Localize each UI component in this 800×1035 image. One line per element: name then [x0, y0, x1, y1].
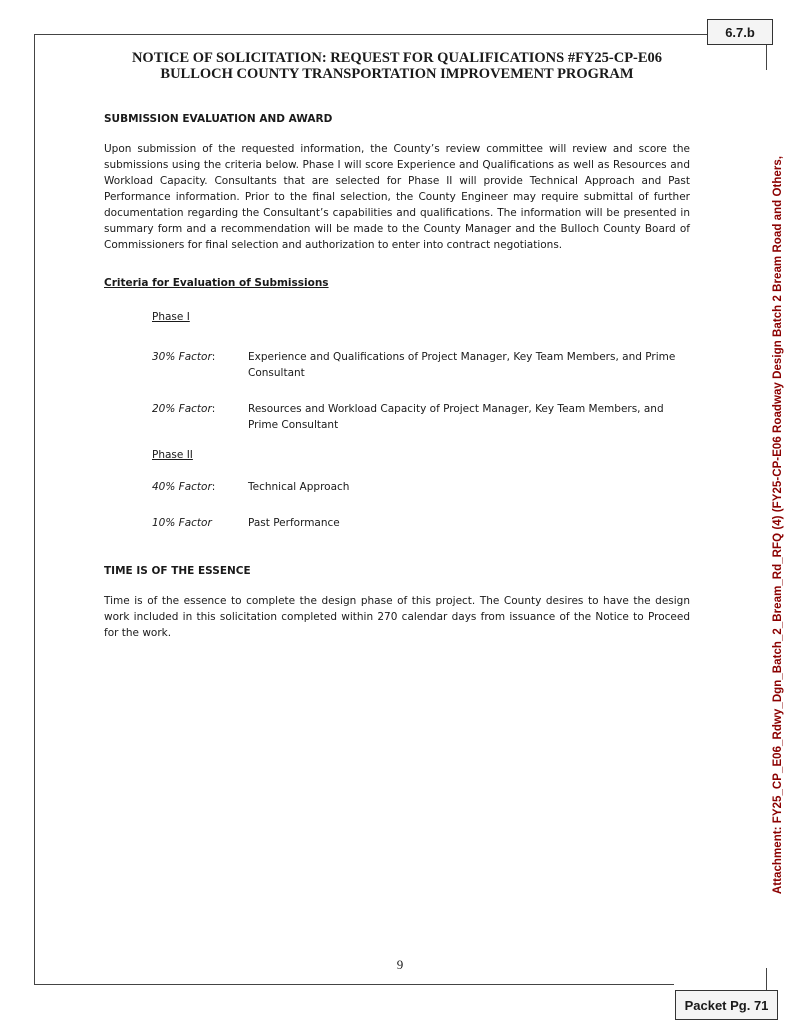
- factor-description: Technical Approach: [248, 481, 350, 493]
- submission-paragraph: Upon submission of the requested information, the County’s review committee will review and score the submissions using the criteria below. Phase I will score Experience and Qualifications as well as Resources and Workload Capacity. Consultants that are selected for Phase II will provide Technical Approach and Past Performance information. Prior to the final selection, the County Engineer may require submittal of further documentation regarding the Consultant’s capabilities and qualifications. The information will be presented in summary form and a recommendation will be made to the County Manager and the Bulloch County Board of Commissioners for final selection and authorization to enter into contract negotiations.: [104, 143, 690, 251]
- criteria-block: [104, 311, 690, 531]
- criterion-20-factor: [152, 401, 690, 433]
- factor-description: Past Performance: [248, 517, 340, 529]
- notice-title-line2: BULLOCH COUNTY TRANSPORTATION IMPROVEMENT PROGRAM: [160, 66, 634, 82]
- agenda-item-tab: 6.7.b: [707, 19, 773, 45]
- factor-label: 10% Factor: [152, 517, 212, 529]
- packet-page-badge: Packet Pg. 71: [675, 990, 778, 1020]
- criterion-10-factor: [152, 515, 690, 531]
- criterion-30-factor: [152, 349, 690, 381]
- time-heading: TIME IS OF THE ESSENCE: [104, 565, 251, 577]
- phase2-label: Phase II: [152, 449, 193, 461]
- criterion-40-factor: [152, 479, 690, 495]
- factor-description: Experience and Qualifications of Project Manager, Key Team Members, and Prime Consultant: [248, 351, 676, 379]
- time-paragraph: Time is of the essence to complete the design phase of this project. The County desires to have the design work included in this solicitation completed within 270 calendar days from issuance of the Notice to Proceed for the work.: [104, 595, 690, 639]
- document-body: [104, 50, 690, 641]
- page-frame-left: [34, 34, 35, 984]
- factor-label: 30% Factor:: [152, 351, 216, 363]
- factor-label: 20% Factor:: [152, 403, 216, 415]
- page-frame-bottom: [34, 984, 674, 985]
- phase1-label: Phase I: [152, 311, 190, 323]
- factor-description: Resources and Workload Capacity of Project Manager, Key Team Members, and Prime Consultant: [248, 403, 664, 431]
- submission-heading: SUBMISSION EVALUATION AND AWARD: [104, 113, 333, 125]
- page-number: 9: [396, 957, 404, 972]
- notice-title-line1: NOTICE OF SOLICITATION: REQUEST FOR QUALIFICATIONS #FY25-CP-E06: [131, 50, 663, 66]
- criteria-heading: Criteria for Evaluation of Submissions: [104, 277, 329, 289]
- attachment-text: Attachment: FY25_CP_E06_Rdwy_Dgn_Batch_2_Bream_Rd_RFQ (4) (FY25-CP-E06 Roadway Design Batch 2 Bream Road and Others,: [772, 155, 784, 895]
- factor-label: 40% Factor:: [152, 481, 216, 493]
- page-frame-top: [34, 34, 708, 35]
